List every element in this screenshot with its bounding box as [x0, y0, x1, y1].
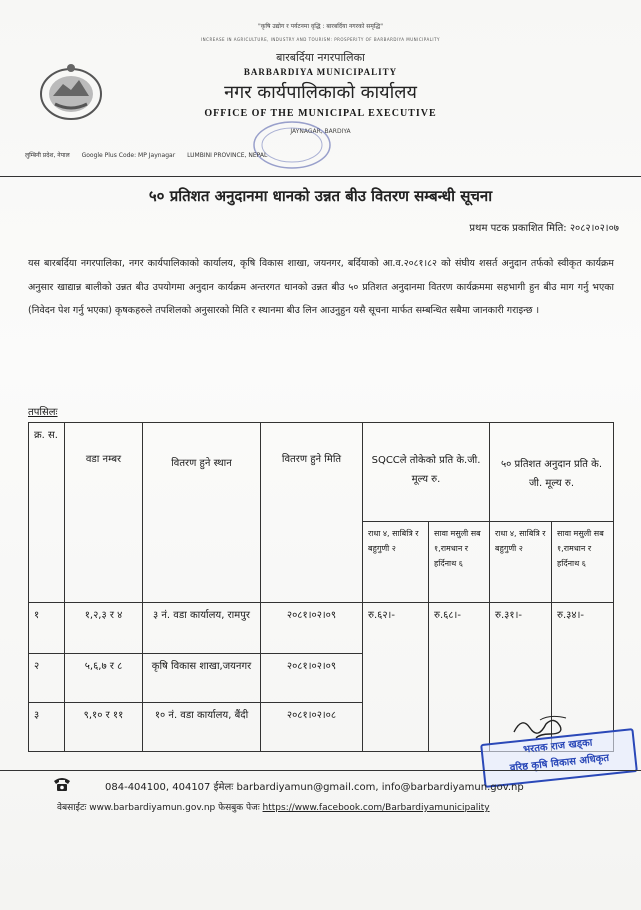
stamp-officer-name: भरतक राज खड्का	[522, 737, 593, 756]
municipality-en: BARBARDIYA MUNICIPALITY	[243, 67, 398, 77]
subheader-variety: राधा ४, साबित्रि र बहुगुणी २	[490, 522, 552, 603]
website-label: वेबसाईटः	[57, 803, 87, 813]
cell-place: कृषि विकास शाखा,जयनगर	[143, 654, 261, 703]
phone-numbers: 084-404100, 404107	[105, 782, 211, 793]
cell-price-subsidy-sawa: रु.३४।-	[552, 603, 614, 752]
email-addresses: barbardiyamun@gmail.com, info@barbardiyamun.gov.np	[236, 782, 524, 793]
notice-body: यस बारबर्दिया नगरपालिका, नगर कार्यपालिकाको कार्यालय, कृषि विकास शाखा, जयनगर, बर्दियाको आ.व.२०८१।८२ को संघीय शसर्त अनुदान तर्फको स्वीकृत कार्यक्रम अनुसार खाद्यान्न बालीको उन्नत बीउ उपयोगमा अनुदान कार्यक्रम अन्तरगत धानको उन्नत बीउ ५० प्रतिशत अनुदानमा वितरण कार्यक्रममा सहभागी हुन बीउ माग गर्नु भएका (निवेदन पेश गर्नु भएका) कृषकहरुले तपशिलको अनुसारको मिति र स्थानमा बीउ लिन आउनुहुन यसै सूचना मार्फत सम्बन्धित सबैमा जानकारी गराइन्छ ।	[28, 258, 614, 316]
cell-ward: ५,६,७ र ८	[65, 654, 143, 703]
cell-price-sqcc-sawa: रु.६८।-	[429, 603, 490, 752]
stamp-officer-title: वरिष्ठ कृषि विकास अधिकृत	[509, 752, 610, 775]
subheader-variety: सावा मसुली सब १,रामधान र हर्दिनाथ ६	[429, 522, 490, 603]
header-date: वितरण हुने मिति	[261, 423, 363, 603]
cell-ward: ९,१० र ११	[65, 703, 143, 752]
facebook-link[interactable]: https://www.facebook.com/Barbardiyamunicipality	[262, 803, 490, 813]
footer-contact	[105, 779, 524, 793]
footer-web	[57, 800, 490, 813]
table-row	[29, 603, 614, 654]
notice-title: ५० प्रतिशत अनुदानमा धानको उन्नत बीउ वितरण सम्बन्धी सूचना	[148, 187, 493, 205]
published-date: प्रथम पटक प्रकाशित मिति: २०८२।०२।०७	[469, 223, 619, 234]
cell-place: ३ नं. वडा कार्यालय, रामपुर	[143, 603, 261, 654]
cell-ward: १,२,३ र ४	[65, 603, 143, 654]
province-np: लुम्बिनी प्रदेश, नेपाल	[25, 152, 70, 159]
cell-sn: ३	[29, 703, 65, 752]
cell-price-sqcc-radha: रु.६२।-	[363, 603, 429, 752]
contact-line	[25, 151, 625, 159]
motto-en: INCREASE IN AGRICULTURE, INDUSTRY AND TOURISM: PROSPERITY OF BARBARDIYA MUNICIPALITY	[201, 37, 440, 42]
cell-price-subsidy-radha: रु.३१।-	[490, 603, 552, 752]
subheader-variety: राधा ४, साबित्रि र बहुगुणी २	[363, 522, 429, 603]
motto-np: "कृषि उद्योग र पर्यटनमा वृद्धि : बारबर्दिया नगरको समृद्धि"	[258, 23, 383, 30]
footer-divider	[0, 770, 641, 771]
plus-code: Google Plus Code: MP Jaynagar	[81, 152, 176, 159]
nepal-emblem-icon	[35, 60, 107, 122]
tapsil-label: तपसिलः	[28, 407, 58, 418]
location: JAYNAGAR, BARDIYA	[290, 128, 351, 135]
subheader-variety: सावा मसुली सब १,रामधान र हर्दिनाथ ६	[552, 522, 614, 603]
cell-place: १० नं. वडा कार्यालय, बैंदी	[143, 703, 261, 752]
cell-date: २०८१।०२।०९	[261, 603, 363, 654]
province-en: LUMBINI PROVINCE, NEPAL	[187, 152, 268, 159]
office-en: OFFICE OF THE MUNICIPAL EXECUTIVE	[204, 108, 437, 119]
municipality-np: बारबर्दिया नगरपालिका	[276, 51, 365, 64]
header-divider	[0, 176, 641, 177]
telephone-icon	[52, 776, 72, 792]
cell-sn: २	[29, 654, 65, 703]
header-subsidy-price: ५० प्रतिशत अनुदान प्रति के. जी. मूल्य रु.	[490, 423, 614, 522]
table-header-row	[29, 423, 614, 522]
office-np: नगर कार्यपालिकाको कार्यालय	[224, 82, 417, 103]
header-ward: वडा नम्बर	[65, 423, 143, 603]
cell-date: २०८१।०२।०८	[261, 703, 363, 752]
website-link[interactable]: www.barbardiyamun.gov.np	[89, 803, 216, 813]
distribution-table	[28, 422, 614, 752]
header-place: वितरण हुने स्थान	[143, 423, 261, 603]
header-sqcc-price: SQCCले तोकेको प्रति के.जी. मूल्य रु.	[363, 423, 490, 522]
office-stamp-icon	[250, 118, 334, 172]
facebook-label: फेसबुक पेजः	[218, 803, 260, 813]
cell-sn: १	[29, 603, 65, 654]
email-label: ईमेलः	[213, 782, 234, 793]
header-sn: क्र. स.	[29, 423, 65, 603]
cell-date: २०८१।०२।०९	[261, 654, 363, 703]
